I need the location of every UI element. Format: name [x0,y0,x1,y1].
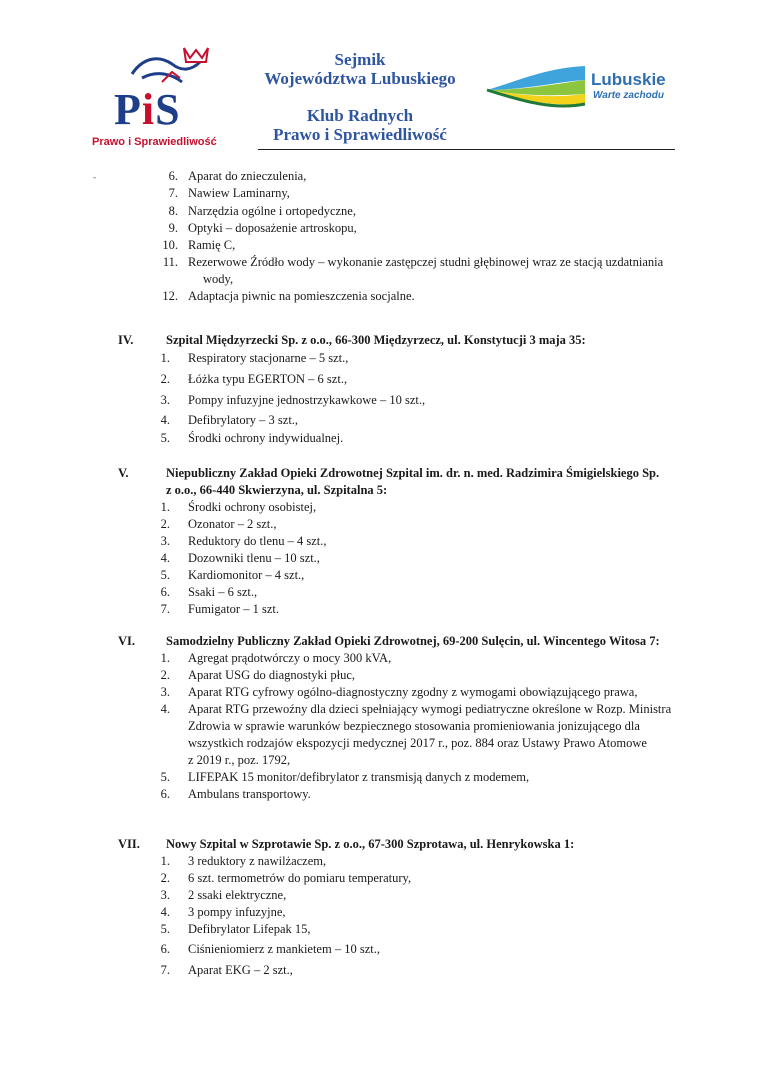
section-heading: Samodzielny Publiczny Zakład Opieki Zdrowotnej, 69-200 Sulęcin, ul. Wincentego Witosa 7: [166,634,660,648]
section-heading: Szpital Międzyrzecki Sp. z o.o., 66-300 Międzyrzecz, ul. Konstytucji 3 maja 35: [166,333,586,347]
title-line-4: Prawo i Sprawiedliwość [273,125,447,144]
lubuskie-name: Lubuskie [591,70,666,89]
section-number: V. [118,466,129,480]
section-number: VII. [118,837,140,851]
section-number: VI. [118,634,136,648]
title-line-3: Klub Radnych [306,106,414,125]
section-heading-cont: z o.o., 66-440 Skwierzyna, ul. Szpitalna 5: [166,483,388,497]
title-line-2: Województwa Lubuskiego [264,69,456,88]
section-number: IV. [118,333,134,347]
lubuskie-tagline: Warte zachodu [593,90,664,101]
document-body: 6. Aparat do znieczulenia, 7. Nawiew Laminarny, 8. Narzędzia ogólne i ortopedyczne, 9. Optyki – doposażenie artroskopu, 10. Ramię C, 11. Rezerwowe Źródło wody – wykonanie zastępczej studni głębinowej wraz ze stacją uzdatniania wody, 12. Adaptacja piwnic na pomieszczenia socjalne. IV. Szpital Międzyrzecki Sp. z o.o., 66-300 Międzyrzecz, ul. Konstytucji 3 maja 35: 1. Respiratory stacjonarne – 5 szt., 2. Łóżka typu EGERTON – 6 szt., 3. Pompy infuzyjne jednostrzykawkowe – 10 szt., 4. Defibrylatory – 3 szt., 5. Środki ochrony indywidualnej. V. Niepubliczny Zakład Opieki Zdrowotnej Szpital im. dr. n. med. Radzimira Śmigielskiego Sp. z o.o., 66-440 Skwierzyna, ul. Szpitalna 5: 1. Środki ochrony osobistej, 2. Ozonator – 2 szt., 3. Reduktory do tlenu – 4 szt., 4. Dozowniki tlenu – 10 szt., 5. Kardiomonitor – 4 szt., 6. Ssaki – 6 szt., 7. Fumigator – 1 szt. VI. Samodzielny Publiczny Zakład Opieki Zdrowotnej, 69-200 Sulęcin, ul. Wincentego Witosa 7: 1. Agregat prądotwórczy o mocy 300 kVA, 2. Aparat USG do diagnostyki płuc, 3. Aparat RTG cyfrowy ogólno-diagnostyczny zgodny z wymogami obowiązującego prawa, 4. Aparat RTG przewoźny dla dzieci spełniający wymogi pediatryczne określone w Rozp. Ministra Zdrowia w sprawie warunków bezpiecznego stosowania promieniowania jonizującego dla wszystkich rodzajów ekspozycji medycznej 2017 r., poz. 884 oraz Ustawy Prawo Atomowe z 2019 r., poz. 1792, 5. LIFEPAK 15 monitor/defibrylator z transmisją danych z modemem, 6. Ambulans transportowy. VII. Nowy Szpital w Szprotawie Sp. z o.o., 67-300 Szprotawa, ul. Henrykowska 1: 1. 3 reduktory z nawilżaczem, 2. 6 szt. termometrów do pomiaru temperatury, 3. 2 ssaki elektryczne, 4. 3 pompy infuzyjne, 5. Defibrylator Lifepak 15, 6. Ciśnieniomierz z mankietem – 10 szt., 7. Aparat EKG – 2 szt., [118,169,672,977]
margin-tick: - [93,172,96,182]
pis-logo-letters: PiS [114,85,181,134]
section-heading: Niepubliczny Zakład Opieki Zdrowotnej Szpital im. dr. n. med. Radzimira Śmigielskiego Sp. [166,466,660,480]
section-heading: Nowy Szpital w Szprotawie Sp. z o.o., 67-300 Szprotawa, ul. Henrykowska 1: [166,837,575,851]
title-line-1: Sejmik [334,50,386,69]
pis-logo-subtitle: Prawo i Sprawiedliwość [92,136,217,148]
